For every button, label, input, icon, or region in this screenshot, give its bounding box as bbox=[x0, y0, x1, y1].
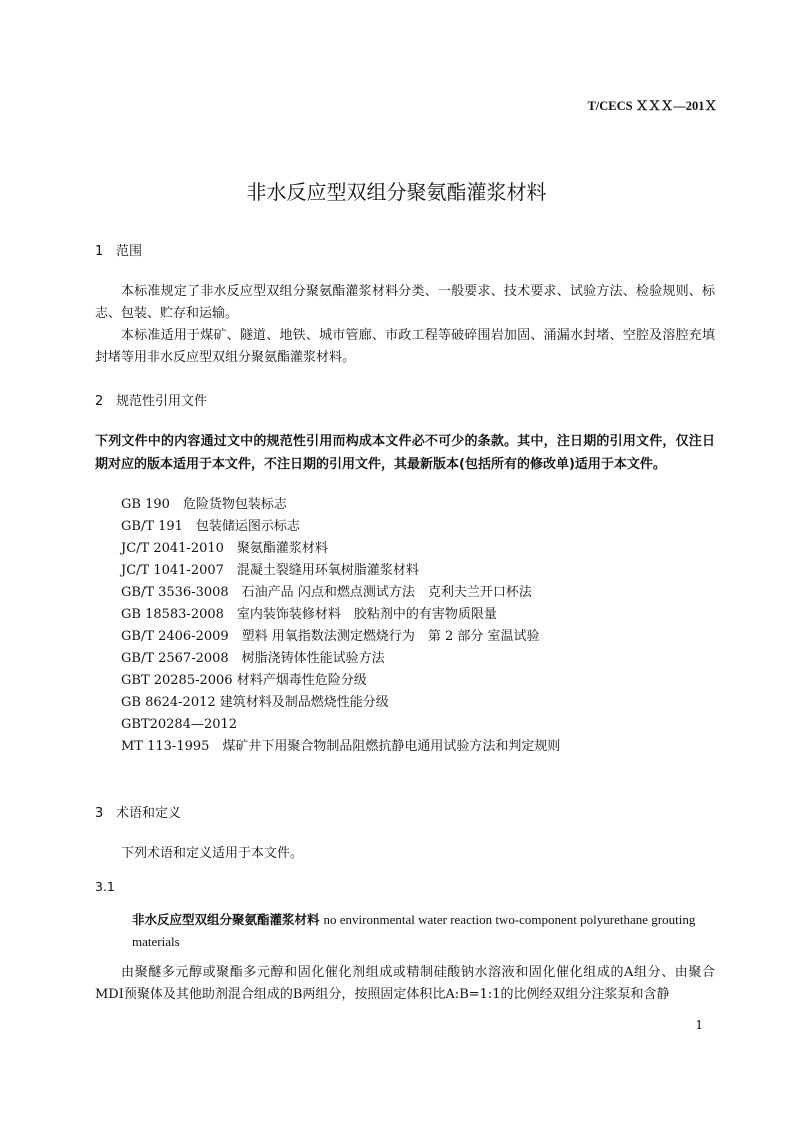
term-entry bbox=[132, 909, 712, 953]
document-code: T/CECS ＸＸＸ—201Ｘ bbox=[587, 99, 717, 113]
clause-number: 3.1 bbox=[95, 879, 115, 894]
reference-item: JC/T 2041-2010 聚氨酯灌浆材料 bbox=[121, 541, 328, 556]
section-number: 2 bbox=[95, 394, 104, 409]
reference-item: GB 8624-2012 建筑材料及制品燃烧性能分级 bbox=[121, 695, 389, 710]
section-number: 1 bbox=[95, 244, 104, 259]
section-3-heading bbox=[95, 802, 181, 821]
reference-item: GB/T 2567-2008 树脂浇铸体性能试验方法 bbox=[121, 651, 385, 666]
scope-paragraph-1: 本标准规定了非水反应型双组分聚氨酯灌浆材料分类、一般要求、技术要求、试验方法、检验规则、标志、包装、贮存和运输。 bbox=[95, 284, 715, 321]
reference-item: GB/T 2406-2009 塑料 用氧指数法测定燃烧行为 第 2 部分 室温试验 bbox=[121, 629, 540, 644]
page-number: 1 bbox=[695, 1018, 703, 1032]
reference-list bbox=[121, 494, 560, 758]
terms-intro: 下列术语和定义适用于本文件。 bbox=[121, 846, 304, 861]
scope-paragraph-2: 本标准适用于煤矿、隧道、地铁、城市管廊、市政工程等破碎围岩加固、涌漏水封堵、空腔及溶腔充填封堵等用非水反应型双组分聚氨酯灌浆材料。 bbox=[95, 328, 715, 365]
reference-item: GB/T 3536-3008 石油产品 闪点和燃点测试方法 克利夫兰开口杯法 bbox=[121, 585, 532, 600]
reference-item: GB/T 191 包装储运图示标志 bbox=[121, 519, 300, 534]
scope-text bbox=[95, 281, 715, 369]
page-title: 非水反应型双组分聚氨酯灌浆材料 bbox=[246, 180, 547, 204]
reference-item: GBT 20285-2006 材料产烟毒性危险分级 bbox=[121, 673, 367, 688]
term-definition bbox=[95, 962, 715, 1006]
reference-item: JC/T 1041-2007 混凝土裂缝用环氧树脂灌浆材料 bbox=[121, 563, 419, 578]
reference-item: GB 190 危险货物包装标志 bbox=[121, 497, 287, 512]
term-english: no environmental water reaction two-component polyurethane grouting materials bbox=[132, 912, 696, 949]
section-title: 术语和定义 bbox=[116, 806, 182, 821]
section-2-heading bbox=[95, 390, 207, 409]
reference-item: MT 113-1995 煤矿井下用聚合物制品阻燃抗静电通用试验方法和判定规则 bbox=[121, 739, 561, 754]
normative-intro: 下列文件中的内容通过文中的规范性引用而构成本文件必不可少的条款。其中，注日期的引用文件，仅注日期对应的版本适用于本文件，不注日期的引用文件，其最新版本(包括所有的修改单)适用于本文件。 bbox=[95, 434, 715, 472]
section-title: 规范性引用文件 bbox=[116, 394, 208, 409]
definition-paragraph: 由聚醚多元醇或聚酯多元醇和固化催化剂组成或精制硅酸钠水溶液和固化催化组成的A组分、由聚合MDI预聚体及其他助剂混合组成的B两组分，按照固定体积比A:B=1:1的比例经双组分注浆泵和含静 bbox=[95, 965, 715, 1002]
section-number: 3 bbox=[95, 806, 104, 821]
term-chinese: 非水反应型双组分聚氨酯灌浆材料 bbox=[132, 912, 320, 927]
reference-item: GBT20284—2012 bbox=[121, 717, 238, 732]
section-1-heading bbox=[95, 240, 142, 259]
reference-item: GB 18583-2008 室内装饰装修材料 胶粘剂中的有害物质限量 bbox=[121, 607, 497, 622]
section-title: 范围 bbox=[116, 244, 143, 259]
